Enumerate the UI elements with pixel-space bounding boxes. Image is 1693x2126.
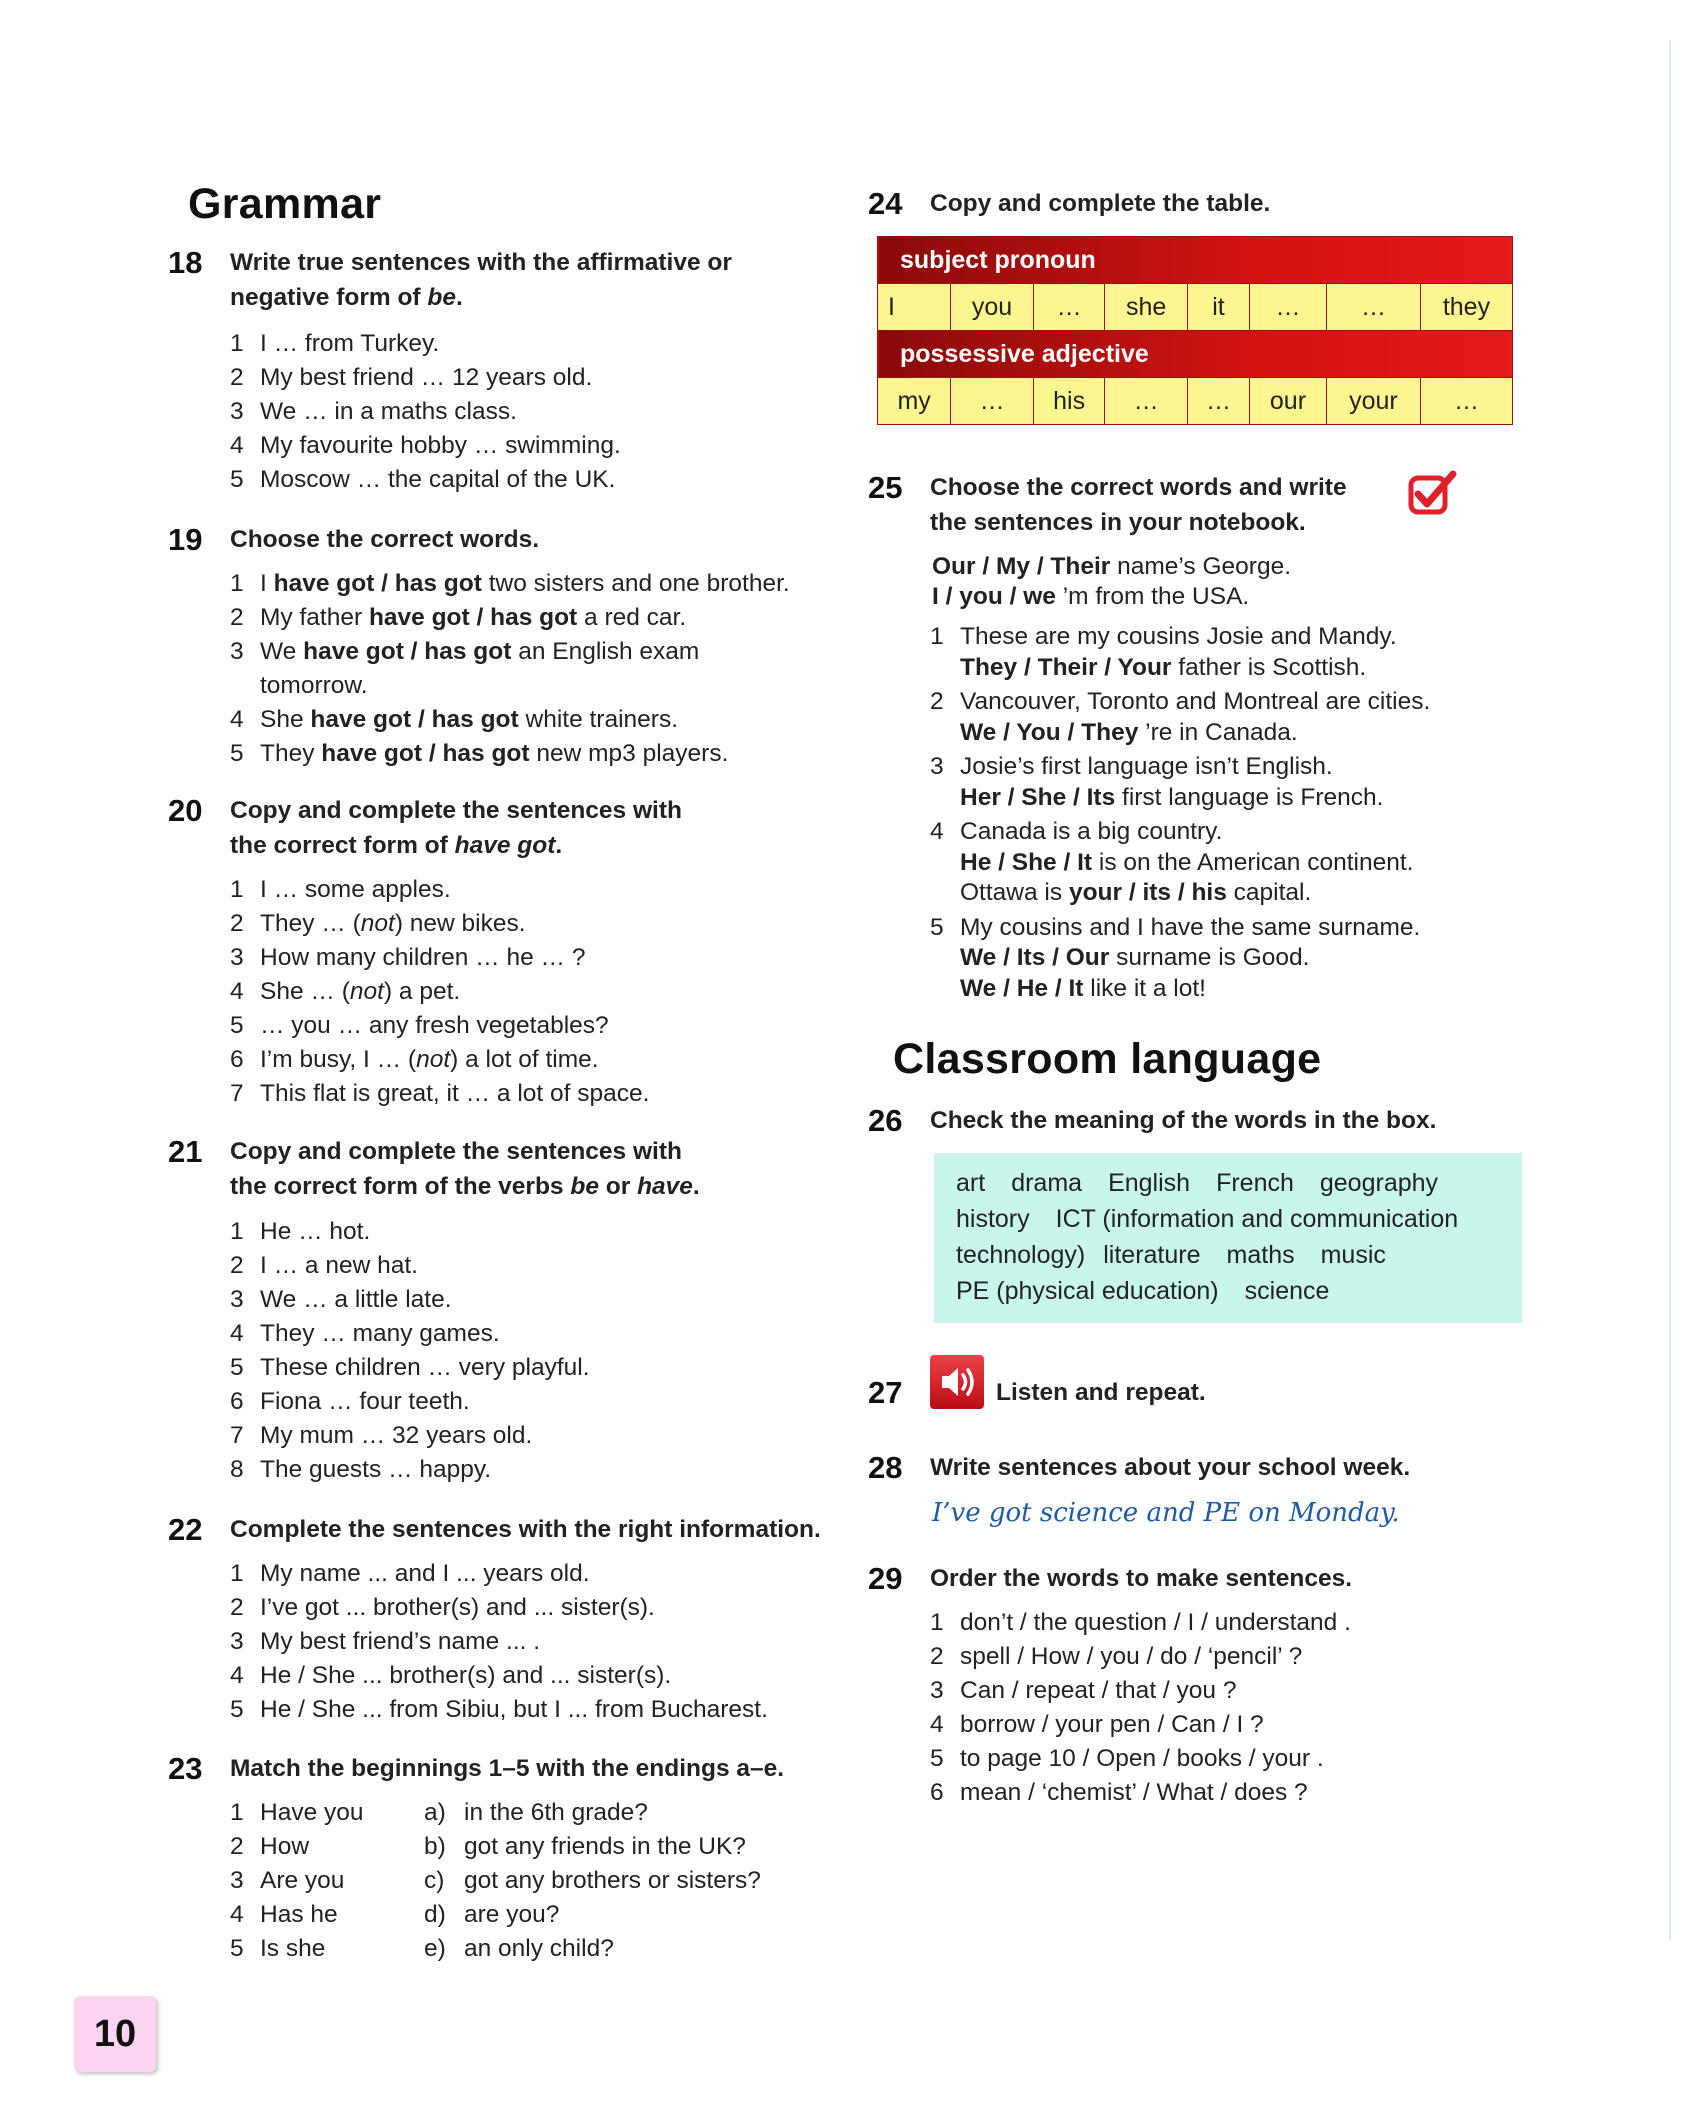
word: French xyxy=(1216,1169,1294,1197)
handwritten-example: I’ve got science and PE on Monday. xyxy=(932,1498,1400,1528)
list-item: 3 How many children … he … ? xyxy=(230,944,586,971)
word: history xyxy=(956,1205,1030,1233)
exercise-instruction: Copy and complete the sentences with the correct form of have got. xyxy=(230,797,682,859)
list-item: c) got any brothers or sisters? xyxy=(424,1867,761,1894)
word: maths xyxy=(1226,1241,1295,1269)
word: science xyxy=(1244,1277,1330,1305)
list-item: a) in the 6th grade? xyxy=(424,1799,648,1826)
exercise-instruction: Copy and complete the table. xyxy=(930,190,1271,217)
exercise-instruction: Write sentences about your school week. xyxy=(930,1454,1411,1481)
list-item: 3 Can / repeat / that / you ? xyxy=(930,1677,1237,1704)
word: geography xyxy=(1319,1169,1439,1197)
list-item: 2 spell / How / you / do / ‘pencil’ ? xyxy=(930,1643,1303,1670)
list-item: 2 They … (not) new bikes. xyxy=(230,910,526,937)
exercise-items xyxy=(230,873,649,1111)
word: PE (physical education) xyxy=(956,1277,1219,1305)
classroom-language-title: Classroom language xyxy=(893,1035,1322,1083)
subjects-word-box xyxy=(934,1153,1522,1323)
list-item: 1 I … some apples. xyxy=(230,876,451,903)
table-cell: … xyxy=(1187,378,1249,425)
checkbox-tick-icon xyxy=(1408,470,1460,516)
exercise-number: 26 xyxy=(868,1103,903,1138)
exercise-number: 22 xyxy=(168,1512,203,1547)
list-item: 7 My mum … 32 years old. xyxy=(230,1422,533,1449)
list-item: 1 He … hot. xyxy=(230,1218,371,1245)
table-cell: they xyxy=(1420,284,1512,331)
list-item: 3 We … in a maths class. xyxy=(230,398,517,425)
exercise-number: 20 xyxy=(168,793,203,828)
list-item: 2 My best friend … 12 years old. xyxy=(230,364,593,391)
exercise-items xyxy=(230,1215,590,1487)
list-item: 4 Canada is a big country. He / She / It is on the American continent. Ottawa is your / its / his capital. xyxy=(930,818,1414,906)
list-item: 2 Vancouver, Toronto and Montreal are cities. We / You / They ’re in Canada. xyxy=(930,688,1431,746)
exercise-number: 24 xyxy=(868,186,903,221)
table-cell: … xyxy=(1249,284,1326,331)
exercise-number: 23 xyxy=(168,1751,203,1786)
table-cell: … xyxy=(1105,378,1188,425)
list-item: 3 Are you xyxy=(230,1867,345,1894)
exercise-items xyxy=(230,1557,768,1727)
table-cell: … xyxy=(1327,284,1421,331)
table-cell: … xyxy=(951,378,1034,425)
exercise-number: 18 xyxy=(168,245,203,280)
list-item: 4 Has he xyxy=(230,1901,338,1928)
exercise-items xyxy=(230,567,790,771)
list-item: 4 They … many games. xyxy=(230,1320,500,1347)
exercise-instruction: Choose the correct words and write the sentences in your notebook. xyxy=(930,474,1347,536)
page-edge-rule xyxy=(1669,40,1671,1940)
exercise-instruction: Choose the correct words. xyxy=(230,526,540,553)
list-item: 1 I have got / has got two sisters and one brother. xyxy=(230,570,790,597)
exercise-number: 28 xyxy=(868,1450,903,1485)
list-item: 1 My name ... and I ... years old. xyxy=(230,1560,590,1587)
page-number-badge: 10 xyxy=(74,1996,156,2072)
table-cell: it xyxy=(1187,284,1249,331)
list-item: 6 mean / ‘chemist’ / What / does ? xyxy=(930,1779,1308,1806)
exercise-number: 19 xyxy=(168,522,203,557)
exercise-instruction: Write true sentences with the affirmative or negative form of be. xyxy=(230,249,732,311)
table-header: possessive adjective xyxy=(878,331,1513,378)
list-item: 5 These children … very playful. xyxy=(230,1354,590,1381)
list-item: 2 My father have got / has got a red car. xyxy=(230,604,687,631)
table-cell: our xyxy=(1249,378,1326,425)
list-item: 5 They have got / has got new mp3 players. xyxy=(230,740,729,767)
exercise-items xyxy=(930,1606,1351,1810)
example-sentences: Our / My / Their name’s George. I / you / we ’m from the USA. xyxy=(932,553,1292,610)
word: music xyxy=(1320,1241,1386,1269)
list-item: b) got any friends in the UK? xyxy=(424,1833,746,1860)
list-item: 5 … you … any fresh vegetables? xyxy=(230,1012,609,1039)
word: ICT (information and communication technology) xyxy=(956,1205,1459,1269)
list-item: d) are you? xyxy=(424,1901,560,1928)
list-item: 4 borrow / your pen / Can / I ? xyxy=(930,1711,1264,1738)
list-item: 3 Josie’s first language isn’t English. Her / She / Its first language is French. xyxy=(930,753,1384,811)
table-cell: my xyxy=(878,378,951,425)
exercise-number: 25 xyxy=(868,470,903,505)
list-item: 2 I … a new hat. xyxy=(230,1252,418,1279)
table-header: subject pronoun xyxy=(878,237,1513,284)
pronoun-table xyxy=(877,236,1513,425)
list-item: 8 The guests … happy. xyxy=(230,1456,492,1483)
exercise-instruction: Complete the sentences with the right information. xyxy=(230,1516,821,1543)
exercise-instruction: Copy and complete the sentences with the correct form of the verbs be or have. xyxy=(230,1138,700,1200)
list-item: 4 She have got / has got white trainers. xyxy=(230,706,678,733)
list-item: 6 Fiona … four teeth. xyxy=(230,1388,470,1415)
table-row xyxy=(878,284,1513,331)
list-item: 4 She … (not) a pet. xyxy=(230,978,461,1005)
word: literature xyxy=(1103,1241,1201,1269)
list-item: 3 We have got / has got an English exam tomorrow. xyxy=(230,638,700,699)
list-item: 5 Is she xyxy=(230,1935,326,1962)
list-item: 3 My best friend’s name ... . xyxy=(230,1628,541,1655)
list-item: 1 don’t / the question / I / understand . xyxy=(930,1609,1351,1636)
list-item: 4 My favourite hobby … swimming. xyxy=(230,432,621,459)
exercise-number: 21 xyxy=(168,1134,203,1169)
list-item: 5 to page 10 / Open / books / your . xyxy=(930,1745,1324,1772)
exercise-instruction: Match the beginnings 1–5 with the endings a–e. xyxy=(230,1755,785,1782)
table-cell: … xyxy=(1420,378,1512,425)
list-item: 5 Moscow … the capital of the UK. xyxy=(230,466,616,493)
exercise-items xyxy=(930,622,1430,1004)
list-item: 3 We … a little late. xyxy=(230,1286,452,1313)
list-item: 6 I’m busy, I … (not) a lot of time. xyxy=(230,1046,599,1073)
beginnings-list xyxy=(230,1796,430,1966)
list-item: 1 These are my cousins Josie and Mandy. They / Their / Your father is Scottish. xyxy=(930,623,1397,681)
table-cell: his xyxy=(1033,378,1104,425)
word: art xyxy=(956,1169,986,1197)
list-item: 2 How xyxy=(230,1833,310,1860)
word: drama xyxy=(1011,1169,1083,1197)
table-cell: she xyxy=(1105,284,1188,331)
list-item: 1 I … from Turkey. xyxy=(230,330,440,357)
exercise-instruction: Listen and repeat. xyxy=(996,1379,1206,1406)
table-cell: … xyxy=(1033,284,1104,331)
list-item: 2 I’ve got ... brother(s) and ... sister(s). xyxy=(230,1594,655,1621)
list-item: 7 This flat is great, it … a lot of space. xyxy=(230,1080,650,1107)
list-item: 4 He / She ... brother(s) and ... sister(s). xyxy=(230,1662,672,1689)
list-item: 1 Have you xyxy=(230,1799,364,1826)
exercise-number: 29 xyxy=(868,1561,903,1596)
exercise-number: 27 xyxy=(868,1375,903,1410)
exercise-instruction: Check the meaning of the words in the box. xyxy=(930,1107,1437,1134)
speaker-icon[interactable] xyxy=(930,1355,984,1409)
table-cell: you xyxy=(951,284,1034,331)
endings-list xyxy=(424,1796,844,1966)
exercise-items xyxy=(230,327,621,497)
table-cell: your xyxy=(1327,378,1421,425)
grammar-title: Grammar xyxy=(188,180,382,228)
exercise-instruction: Order the words to make sentences. xyxy=(930,1565,1353,1592)
list-item: 5 My cousins and I have the same surname. We / Its / Our surname is Good. We / He / It like it a lot! xyxy=(930,913,1421,1002)
list-item: e) an only child? xyxy=(424,1935,614,1962)
table-cell: I xyxy=(878,284,951,331)
table-row xyxy=(878,378,1513,425)
word: English xyxy=(1108,1169,1191,1197)
list-item: 5 He / She ... from Sibiu, but I ... from Bucharest. xyxy=(230,1696,768,1723)
